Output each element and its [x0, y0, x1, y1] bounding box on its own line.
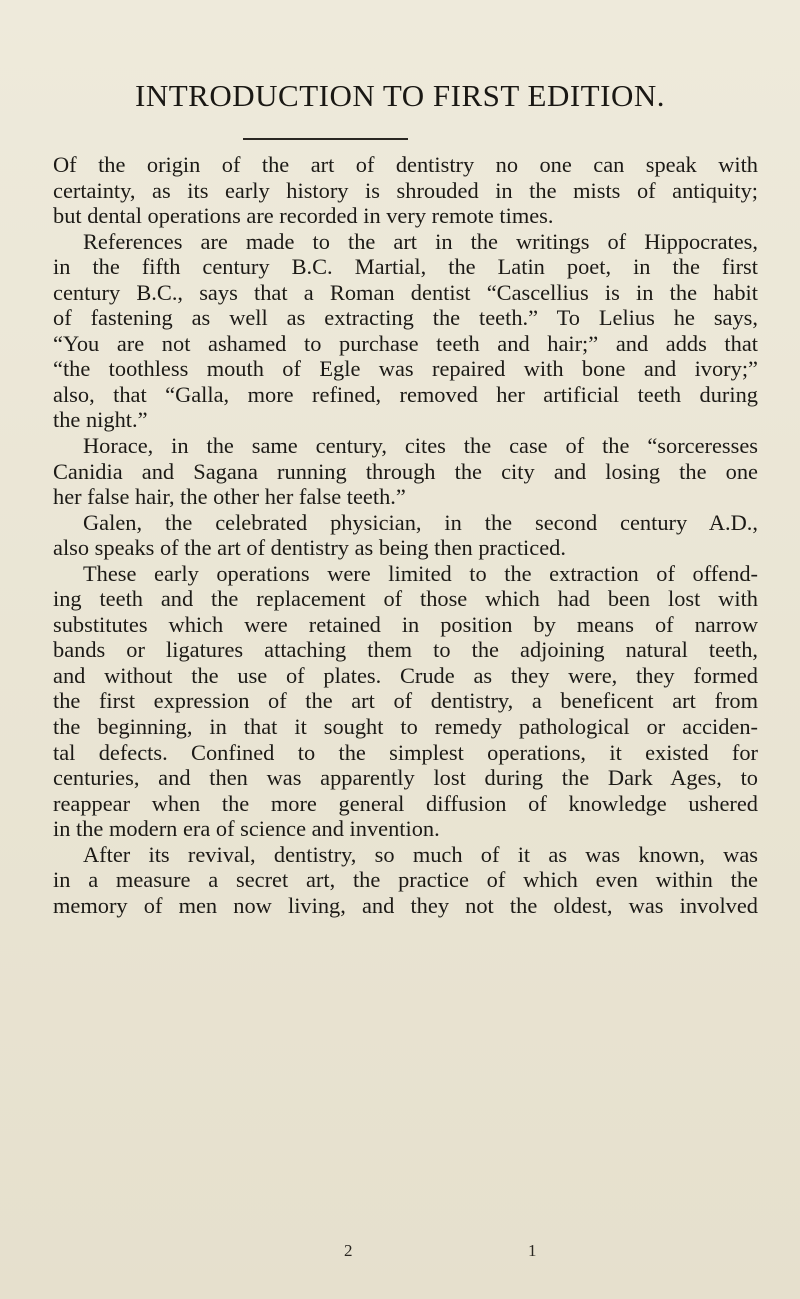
text-line: “the toothless mouth of Egle was repaired with bone and ivory;” — [53, 356, 758, 382]
text-line: tal defects. Confined to the simplest operations, it existed for — [53, 739, 758, 765]
text-line: Horace, in the same century, cites the case of the “sorceresses — [83, 433, 758, 459]
body-text — [53, 152, 758, 918]
text-line: substitutes which were retained in position by means of narrow — [53, 611, 758, 637]
text-line: also, that “Galla, more refined, removed her artificial teeth during — [53, 381, 758, 407]
text-line: in the fifth century B.C. Martial, the Latin poet, in the first — [53, 254, 758, 280]
text-line: in the modern era of science and invention. — [53, 816, 440, 842]
page-title: INTRODUCTION TO FIRST EDITION. — [135, 78, 665, 113]
title-rule — [243, 138, 408, 140]
text-line: of fastening as well as extracting the teeth.” To Lelius he says, — [53, 305, 758, 331]
text-line: These early operations were limited to the extraction of offend- — [83, 560, 758, 586]
text-line: Of the origin of the art of dentistry no one can speak with — [53, 152, 758, 177]
text-line: certainty, as its early history is shrouded in the mists of antiquity; — [53, 177, 758, 203]
text-line: centuries, and then was apparently lost during the Dark Ages, to — [53, 765, 758, 791]
text-line: but dental operations are recorded in very remote times. — [53, 203, 554, 229]
text-line: memory of men now living, and they not the oldest, was involved — [53, 892, 758, 918]
text-line: the beginning, in that it sought to remedy pathological or acciden- — [53, 714, 758, 740]
text-line: Galen, the celebrated physician, in the second century A.D., — [83, 509, 758, 535]
text-line: and without the use of plates. Crude as they were, they formed — [53, 662, 758, 688]
text-line: in a measure a secret art, the practice of which even within the — [53, 867, 758, 893]
text-line: References are made to the art in the writings of Hippocrates, — [83, 228, 758, 254]
text-line: Canidia and Sagana running through the city and losing the one — [53, 458, 758, 484]
signature-mark-left: 2 — [344, 1241, 353, 1260]
text-line: ing teeth and the replacement of those which had been lost with — [53, 586, 758, 612]
text-line: the night.” — [53, 407, 148, 433]
text-line: also speaks of the art of dentistry as being then practiced. — [53, 535, 566, 561]
text-line: bands or ligatures attaching them to the adjoining natural teeth, — [53, 637, 758, 663]
text-line: “You are not ashamed to purchase teeth and hair;” and adds that — [53, 330, 758, 356]
signature-mark-right: 1 — [528, 1241, 537, 1260]
text-line: After its revival, dentistry, so much of it as was known, was — [83, 841, 758, 867]
text-line: her false hair, the other her false teeth.” — [53, 484, 406, 510]
text-line: reappear when the more general diffusion of knowledge ushered — [53, 790, 758, 816]
text-line: the first expression of the art of dentistry, a beneficent art from — [53, 688, 758, 714]
text-line: century B.C., says that a Roman dentist “Cascellius is in the habit — [53, 279, 758, 305]
